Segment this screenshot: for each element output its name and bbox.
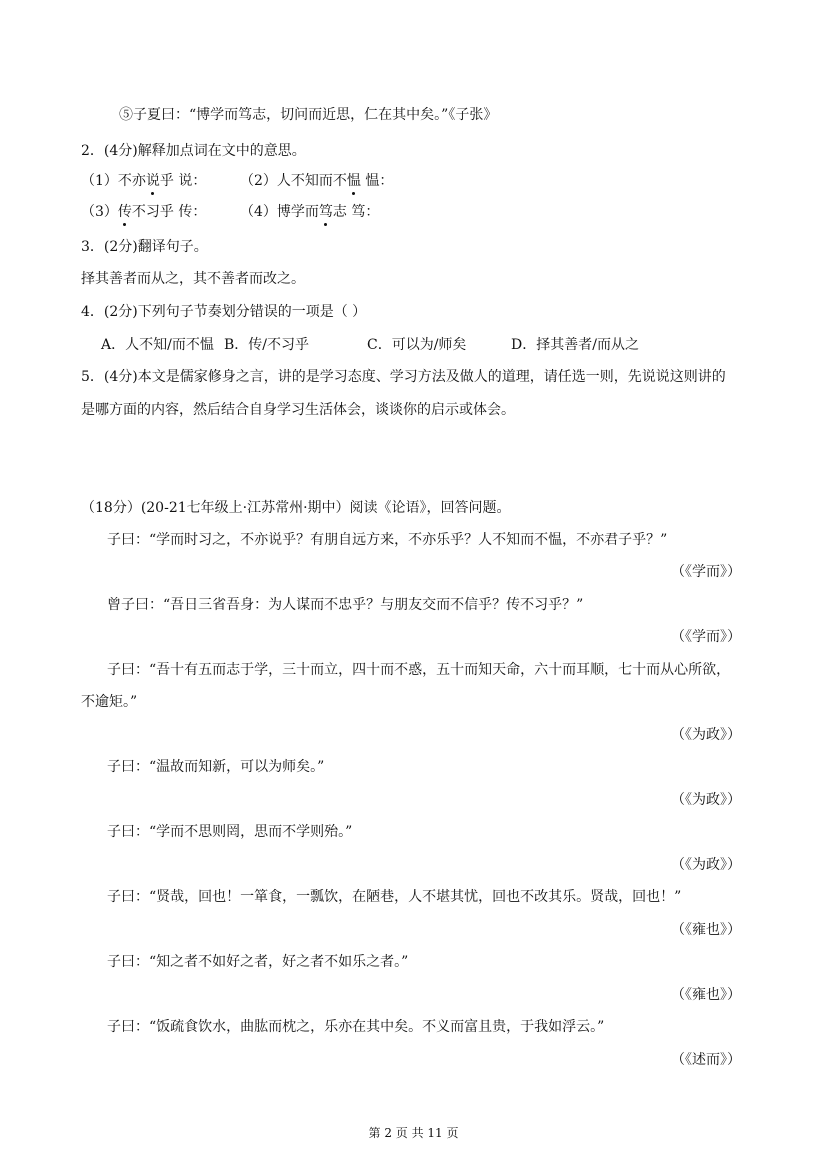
question-2-row-2 [81,203,206,221]
passage-2-source: （《学而》） [671,629,741,645]
q2-part-2-prefix: （2）人不知而不 [240,173,347,189]
q2-part-3-suffix: 不习乎 传： [131,204,207,220]
q2-part-4-suffix: 志 笃： [332,204,380,220]
question-2-row-1b [240,172,393,190]
passage-5-text: 子曰：“学而不思则罔，思而不学则殆。” [107,824,353,840]
question-4-option-b: B．传/不习乎 [224,337,310,353]
q2-part-3-prefix: （3） [81,204,118,220]
passage-8-text: 子曰：“饭疏食饮水，曲肱而枕之，乐亦在其中矣。不义而富且贵，于我如浮云。” [107,1019,605,1035]
q2-dotted-word-chuan: 传 [117,204,132,220]
question-3-stem: 3．(2分)翻译句子。 [81,239,208,255]
item-5-zixia: ⑤子夏曰：“博学而笃志，切问而近思，仁在其中矣。”《子张》 [119,107,498,123]
q2-part-4-prefix: （4）博学而 [240,204,319,220]
q2-dotted-word-yun: 愠 [346,173,361,189]
question-2-row-2b [240,203,379,221]
section-header: （18分）(20-21七年级上·江苏常州·期中）阅读《论语》，回答问题。 [81,500,511,516]
q2-part-1-suffix: 乎 说： [159,173,207,189]
passage-3-text-continued: 不逾矩。” [81,694,138,710]
passage-1-source: （《学而》） [671,564,741,580]
q2-dotted-word-du: 笃 [318,204,333,220]
question-4-option-d: D．择其善者/而从之 [511,337,639,353]
passage-2-text: 曾子曰：“吾日三省吾身：为人谋而不忠乎？与朋友交而不信乎？传不习乎？” [107,597,584,613]
passage-8-source: （《述而》） [671,1052,741,1068]
question-4-stem: 4．(2分)下列句子节奏划分错误的一项是（ ） [81,304,367,320]
passage-5-source: （《为政》） [671,857,741,873]
q2-part-1-prefix: （1）不亦 [81,173,146,189]
question-2-row-1 [81,172,206,190]
question-4-option-c: C．可以为/师矣 [367,337,467,353]
passage-3-text: 子曰：“吾十有五而志于学，三十而立，四十而不惑，五十而知天命，六十而耳顺，七十而从心所欲， [107,662,731,678]
page-footer: 第 2 页 共 11 页 [368,1126,459,1140]
question-3-sentence: 择其善者而从之，其不善者而改之。 [81,271,305,287]
question-2-stem: 2．(4分)解释加点词在文中的意思。 [81,143,306,159]
q2-part-2-suffix: 愠： [360,173,394,189]
passage-6-source: （《雍也》） [671,922,741,938]
question-5-line-1: 5．(4分)本文是儒家修身之言，讲的是学习态度、学习方法及做人的道理，请任选一则，先说说这则讲的 [81,369,726,385]
passage-7-text: 子曰：“知之者不如好之者，好之者不如乐之者。” [107,954,409,970]
passage-4-text: 子曰：“温故而知新，可以为师矣。” [107,759,325,775]
passage-4-source: （《为政》） [671,792,741,808]
passage-3-source: （《为政》） [671,727,741,743]
passage-1-text: 子曰：“学而时习之，不亦说乎？有朋自远方来，不亦乐乎？人不知而不愠，不亦君子乎？” [107,532,668,548]
passage-7-source: （《雍也》） [671,987,741,1003]
passage-6-text: 子曰：“贤哉，回也！一箪食，一瓢饮，在陋巷，人不堪其忧，回也不改其乐。贤哉，回也！” [107,889,682,905]
q2-dotted-word-shuo: 说 [145,173,160,189]
question-5-line-2: 是哪方面的内容，然后结合自身学习生活体会，谈谈你的启示或体会。 [81,402,515,418]
question-4-option-a: A．人不知/而不愠 [101,337,214,353]
